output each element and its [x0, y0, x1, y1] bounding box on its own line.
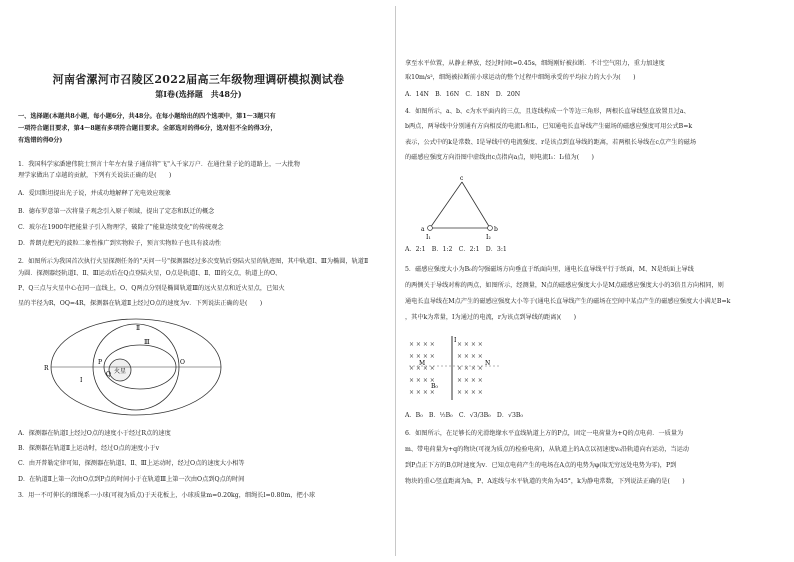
q6-stem-4: 物块的重心竖直距离为h，P、A连线与水平轨道的夹角为45°，k为静电常数，下列说法正确的是( )	[405, 478, 685, 485]
label-III: Ⅲ	[144, 339, 150, 346]
label-Q: Q	[106, 371, 111, 378]
column-divider	[395, 6, 396, 556]
label-I: I	[454, 337, 457, 344]
svg-text:× × × ×: × × × ×	[457, 353, 483, 360]
label-N: N	[485, 360, 491, 367]
q2-stem-1: 2．如图所示为我国首次执行火星探测任务的"天问一号"探测器经过多次变轨后登陆火星的轨迹图，其中轨道Ⅰ、Ⅲ为椭圆，轨道Ⅱ	[18, 258, 369, 265]
q2-stem-4: 星的半径为R，OQ=4R，探测器在轨道Ⅱ上经过O点的速度为v．下列说法正确的是( )	[18, 300, 263, 307]
field-cross-grid	[409, 341, 483, 396]
q2-orbit-figure	[40, 312, 220, 422]
q3-options: A．14N B．16N C．18N D．20N	[405, 91, 521, 98]
wire-a-icon	[428, 226, 433, 231]
page-title: 河南省漯河市召陵区2022届高三年级物理调研模拟测试卷	[52, 73, 345, 86]
svg-text:× × × ×: × × × ×	[457, 377, 483, 384]
q2-stem-2: 为圆．探测器经轨道Ⅰ、Ⅱ、Ⅲ运动后在Q点登陆火星，O点是轨道Ⅰ、Ⅱ、Ⅲ的交点，轨道上的O、	[18, 270, 282, 277]
q2-option-a: A．探测器在轨道Ⅰ上经过O点的速度小于经过R点的速度	[18, 430, 171, 437]
q1-stem-1: 1．我国科学家潘建伟院士预言十年左右量子通信将"飞"入千家万户．在通往量子论的道路上，一大批物	[18, 161, 300, 168]
q2-option-d: D．在轨道Ⅱ上第一次由O点到P点的时间小于在轨道Ⅲ上第一次由O点到Q点的时间	[18, 476, 245, 483]
q4-stem-1: 4．如图所示，a、b、c为水平面内的三点，且连线构成一个等边三角形，两根长直导线竖直放置且过a、	[405, 108, 690, 115]
q3-stem-2: 拿至水平位置，从静止释放，经过时间t=0.45s，细绳刚好被拉断．不计空气阻力，重力加速度	[405, 60, 665, 67]
q1-option-a: A．爱因斯坦提出光子说，并成功地解释了光电效应现象	[18, 190, 171, 197]
label-I: Ⅰ	[80, 377, 83, 384]
svg-text:× × × ×: × × × ×	[409, 389, 435, 396]
q1-stem-2: 理学家做出了卓越的贡献，下列有关说法正确的是( )	[18, 172, 172, 179]
q4-stem-4: 的磁感应强度方向沿图中虚线由c点指向a点，则电流I₁：I₂值为( )	[405, 154, 594, 161]
label-b: b	[494, 226, 498, 233]
label-II: Ⅱ	[136, 325, 141, 332]
q4-options: A．2:1 B．1:2 C．2:1 D．3:1	[405, 246, 507, 253]
q5-stem-4: ，其中k为常量，I为通过的电流，r为该点到导线的距离)( )	[405, 314, 577, 321]
q1-option-b: B．德布罗意第一次将量子观念引入原子领域，提出了定态和跃迁的概念	[18, 208, 215, 215]
q5-stem-3: 通电长直导线在M点产生的磁感应强度大小等于(通电长直导线产生的磁场在空间中某点产生的磁感应强度大小满足B=k	[405, 298, 731, 305]
q4-triangle-figure	[421, 175, 505, 246]
svg-text:× × × ×: × × × ×	[457, 389, 483, 396]
label-O: O	[180, 359, 185, 366]
q5-field-figure	[405, 336, 515, 406]
q3-stem-1: 3．用一不可伸长的细绳系一小球(可视为质点)于天花板上，小球质量m=0.20kg，细绳长l=0.80m，把小球	[18, 492, 316, 499]
section-heading: 第Ⅰ卷(选择题 共48分)	[155, 89, 242, 99]
label-R: R	[44, 365, 49, 372]
edge-ca	[430, 182, 462, 228]
q2-stem-3: P、Q三点与火星中心在同一直线上，O、Q两点分别是椭圆轨道Ⅲ的远火星点和近火星点，已知火	[18, 285, 285, 292]
wire-b-icon	[488, 226, 493, 231]
instructions-line-2: 一项符合题目要求，第4～8题有多项符合题目要求。全部选对的得6分，选对但不全的得3分，	[18, 125, 277, 132]
q1-option-c: C．玻尔在1900年把能量子引入物理学，破除了"能量连续变化"的传统观念	[18, 224, 224, 231]
label-I2: I₂	[486, 234, 491, 241]
label-a: a	[421, 226, 425, 233]
label-I1: I₁	[426, 234, 431, 241]
q3-stem-3: 取10m/s²，细绳被拉断前小球运动的整个过程中细绳承受的平均拉力的大小为( )	[405, 74, 636, 81]
svg-text:× × × ×: × × × ×	[409, 365, 435, 372]
label-M: M	[419, 360, 426, 367]
q2-option-c: C．由开普勒定律可知，探测器在轨道Ⅰ、Ⅱ、Ⅲ上运动时，经过O点的速度大小相等	[18, 460, 245, 467]
label-mars: 火星	[114, 368, 127, 375]
q5-stem-2: 的两侧关于导线对称的两点，如图所示，经测量，N点的磁感应强度大小是M点磁感应强度大小的3倍且方向相同，则	[405, 282, 724, 289]
label-c: c	[460, 175, 464, 182]
q4-stem-2: b两点，两导线中分别通有方向相反的电流I₁和I₂，已知通电长直导线产生磁场的磁感应强度可用公式B=k	[405, 123, 693, 130]
svg-text:× × × ×: × × × ×	[409, 377, 435, 384]
q6-stem-1: 6．如图所示，在足够长的光滑绝缘水平直线轨道上方的P点，固定一电荷量为+Q的点电荷．一质量为	[405, 430, 684, 437]
q1-option-d: D．普朗克把光的波粒二象性推广到实物粒子，预言实物粒子也具有波动性	[18, 240, 221, 247]
svg-text:× × × ×: × × × ×	[457, 341, 483, 348]
q6-stem-3: 到P点正下方的B点时速度为v．已知点电荷产生的电场在A点的电势为φ(取无穷远处电势为零)，P到	[405, 462, 677, 469]
q4-stem-3: 表示，公式中的k是常数、I是导线中的电流强度、r是该点到直导线的距离，若两根长导线在c点产生的磁场	[405, 139, 697, 146]
q6-stem-2: m、带电荷量为+q的物块(可视为质点的检验电荷)，从轨道上的A点以初速度v₀沿轨道向右运动，当运动	[405, 446, 689, 453]
label-P: P	[98, 359, 103, 366]
edge-cb	[462, 182, 490, 228]
instructions-line-1: 一、选择题(本题共8小题，每小题6分，共48分。在每小题给出的四个选项中，第1～3题只有	[18, 113, 276, 120]
q5-options: A．B₀ B．½B₀ C．√3/3B₀ D．√3B₀	[405, 412, 523, 419]
q2-option-b: B．探测器在轨道Ⅱ上运动时，经过O点的速度小于v	[18, 445, 160, 452]
svg-text:× × × ×: × × × ×	[409, 353, 435, 360]
svg-text:× × × ×: × × × ×	[457, 365, 483, 372]
q5-stem-1: 5．磁感应强度大小为B₀的匀强磁场方向垂直于纸面向里，通电长直导线平行于纸面，M、N是纸面上导线	[405, 266, 694, 273]
instructions-line-3: 有选错的得0分)	[18, 137, 63, 144]
label-B0: B₀	[431, 383, 438, 390]
svg-text:× × × ×: × × × ×	[409, 341, 435, 348]
